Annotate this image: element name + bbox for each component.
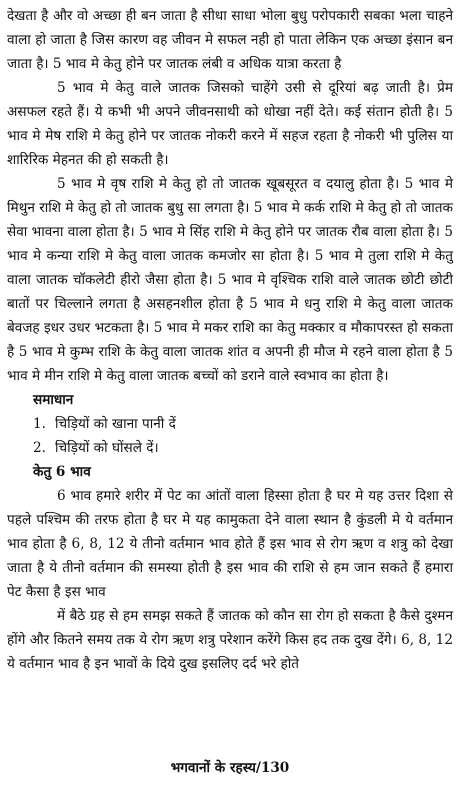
list-item-number: 2. (33, 440, 46, 456)
solution-heading: समाधान (33, 392, 74, 408)
list-item-text: चिड़ियों को खाना पानी दें (55, 416, 176, 432)
paragraph-2: 5 भाव मे केतु वाले जातक जिसको चाहेंगे उसी से दूरियां बढ़ जाती है। प्रेम असफल रहते हैं। ये कभी भी अपने जीवनसाथी को धोखा नहीं देते। कई संतान होती है। 5 भाव मे मेष राशि मे केतु होने पर जातक नोकरी करने में सहज रहता है नोकरी भी पुलिस या शारिरिक मेहनत की हो सकती है। (7, 80, 453, 168)
section-heading: केतु 6 भाव (33, 464, 91, 480)
section-paragraph-2: में बैठे ग्रह से हम समझ सकते हैं जातक को कौन सा रोग हो सकता है कैसे दुश्मन होंगे और कितने समय तक ये रोग ऋण शत्रु परेशान करेंगे किस हद तक दुख देंगे। 6, 8, 12 ये वर्तमान भाव है इन भावों के दिये दुख इसलिए दर्द भरे होते (7, 608, 453, 672)
section-paragraph-1: 6 भाव हमारे शरीर में पेट का आंतों वाला हिस्सा होता है घर मे यह उत्तर दिशा से पहले पश्चिम की तरफ होता है घर मे यह कामुकता देने वाला स्थान है कुंडली मे ये वर्तमान भाव होता है 6, 8, 12 ये तीनो वर्तमान भाव होते हैं इस भाव से रोग ऋण व शत्रु को देखा जाता है ये तीनो वर्तमान की समस्या होती है इस भाव की राशि से हम जान सकते हैं हमारा पेट कैसा है इस भाव (7, 488, 453, 600)
list-item-text: चिड़ियों को घोंसले दें। (55, 440, 159, 456)
paragraph-1: देखता है और वो अच्छा ही बन जाता है सीधा साधा भोला बुधु परोपकारी सबका भला चाहने वाला हो जाता है जिस कारण वह जीवन मे सफल नही हो पाता लेकिन एक अच्छा इंसान बन जाता है। 5 भाव मे केतु होने पर जातक लंबी व अधिक यात्रा करता है (7, 8, 453, 72)
list-item (7, 412, 453, 436)
page-footer: भगवानों के रहस्य/130 (170, 760, 290, 776)
paragraph-3: 5 भाव मे वृष राशि मे केतु हो तो जातक खूबसूरत व दयालु होता है। 5 भाव मे मिथुन राशि मे केतु हो तो जातक बुधु सा लगता है। 5 भाव मे कर्क राशि मे केतु हो तो जातक सेवा भावना वाला होता है। 5 भाव मे सिंह राशि मे केतु होने पर जातक रौब वाला होता है। 5 भाव मे कन्या राशि मे केतु वाला जातक कमजोर सा होता है। 5 भाव मे तुला राशि मे केतु वाला जातक चॉकलेटी हीरो जैसा होता है। 5 भाव मे वृश्चिक राशि वाले जातक छोटी छोटी बातों पर चिल्लाने लगता है असहनशील होता है 5 भाव मे धनु राशि मे केतु वाला जातक बेवजह इधर उधर भटकता है। 5 भाव मे मकर राशि का केतु मक्कार व मौकापरस्त हो सकता है 5 भाव मे कुम्भ राशि के केतु वाला जातक शांत व अपनी ही मौज मे रहने वाला होता है 5 भाव मे मीन राशि मे केतु वाला जातक बच्चों को डराने वाले स्वभाव का होता है। (7, 176, 453, 384)
list-item (7, 436, 453, 460)
solution-list (7, 412, 453, 460)
list-item-number: 1. (33, 416, 46, 432)
